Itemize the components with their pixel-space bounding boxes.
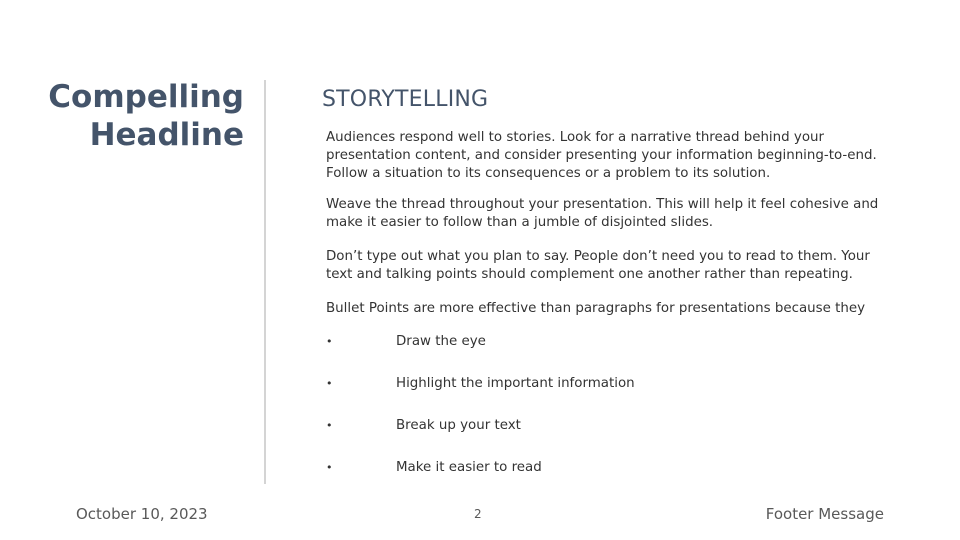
bullet-item [326, 459, 896, 477]
bullet-text: Break up your text [396, 418, 521, 433]
bullet-dot-icon: • [326, 461, 333, 474]
bullet-dot-icon: • [326, 377, 333, 390]
slide-headline [4, 78, 244, 154]
bullet-dot-icon: • [326, 419, 333, 432]
bullet-dot-icon: • [326, 335, 333, 348]
bullet-item [326, 417, 896, 435]
paragraph: Don’t type out what you plan to say. People don’t need you to read to them. Your text and talking points should complement one another rather than repeating. [326, 249, 870, 282]
page-number: 2 [474, 507, 482, 521]
headline-line-1: Compelling [48, 79, 244, 115]
paragraph: Bullet Points are more effective than paragraphs for presentations because they [326, 301, 866, 316]
paragraph: Weave the thread throughout your presentation. This will help it feel cohesive and make it easier to follow than a jumble of disjointed slides. [326, 197, 879, 230]
headline-line-2: Headline [89, 117, 244, 153]
footer-message: Footer Message [765, 505, 884, 523]
body-content [326, 129, 896, 501]
bullet-item [326, 333, 896, 351]
bullet-item [326, 375, 896, 393]
bullet-text: Draw the eye [396, 334, 486, 349]
section-title: STORYTELLING [322, 87, 489, 112]
vertical-divider [264, 80, 266, 484]
bullet-text: Highlight the important information [396, 376, 635, 391]
bullet-text: Make it easier to read [396, 460, 542, 475]
paragraph: Audiences respond well to stories. Look for a narrative thread behind your presentation content, and consider presenting your information beginning-to-end. Follow a situation to its consequences or a problem to its solution. [326, 130, 877, 181]
footer-date: October 10, 2023 [76, 505, 208, 523]
bullet-list [326, 333, 896, 477]
